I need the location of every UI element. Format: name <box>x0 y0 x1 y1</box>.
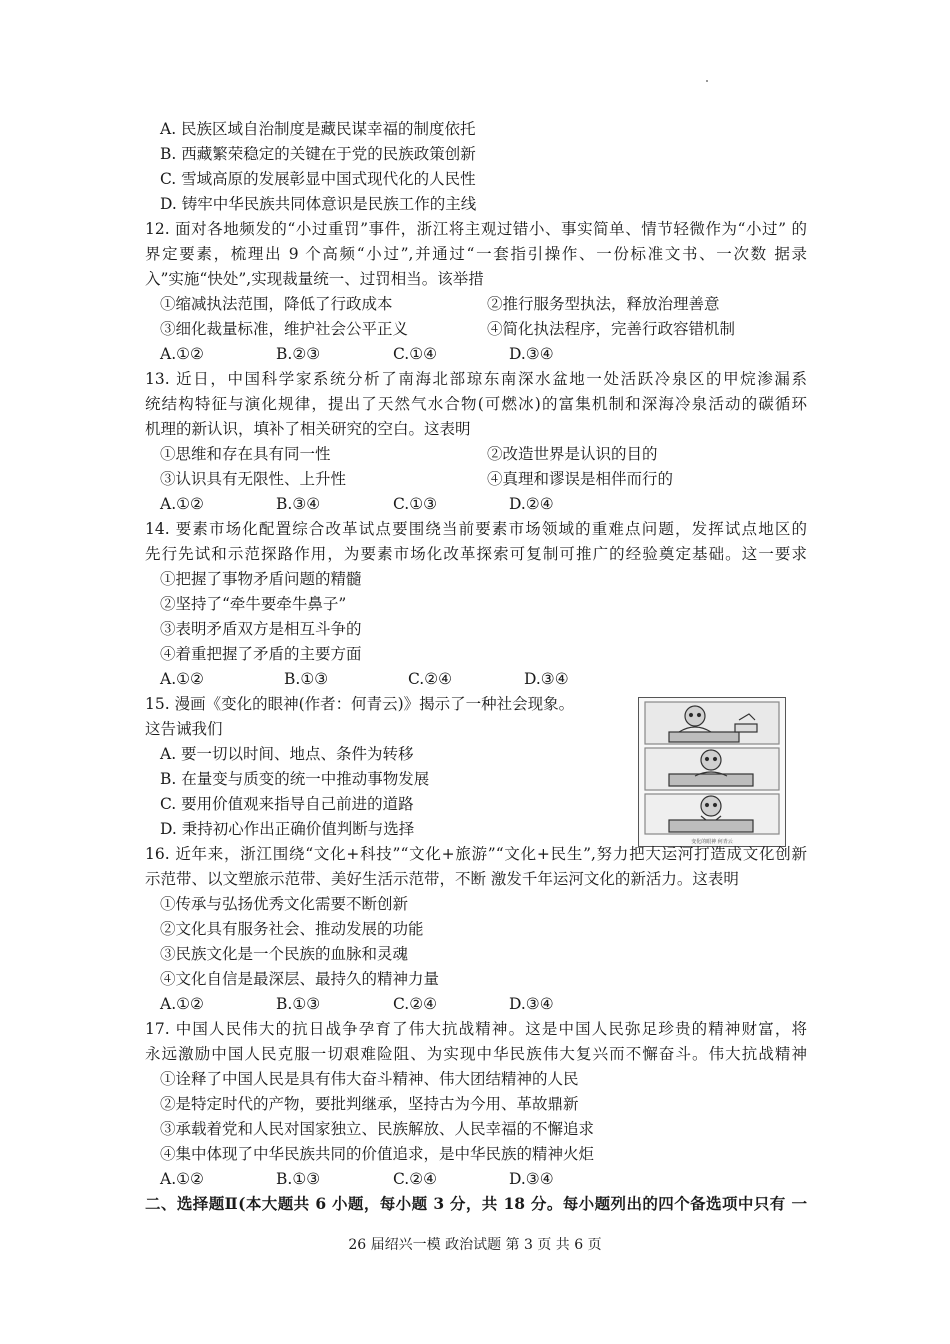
q14-item-1: ①把握了事物矛盾问题的精髓 <box>160 570 362 588</box>
q13-stem-line: 13. 近日，中国科学家系统分析了南海北部琼东南深水盆地一处活跃冷泉区的甲烷渗漏系 <box>145 370 807 388</box>
q12-item-1: ①缩减执法范围，降低了行政成本 <box>160 295 393 313</box>
q12-choice-c: C.①④ <box>393 345 438 363</box>
q16-choice-d: D.③④ <box>509 995 554 1013</box>
q16-stem-line: 16. 近年来，浙江围绕“文化+科技”“文化+旅游”“文化+民生”,努力把大运河打造成文化创新 <box>145 845 807 863</box>
q13-item-4: ④真理和谬误是相伴而行的 <box>487 470 674 488</box>
q12-item-3: ③细化裁量标准，维护社会公平正义 <box>160 320 409 338</box>
q12-choice-b: B.②③ <box>276 345 321 363</box>
cartoon-panel-bottom <box>645 794 779 834</box>
q12-stem-line: 入”实施“快处”,实现裁量统一、过罚相当。该举措 <box>145 270 484 288</box>
q16-item-1: ①传承与弘扬优秀文化需要不断创新 <box>160 895 409 913</box>
q17-item-3: ③承载着党和人民对国家独立、民族解放、人民幸福的不懈追求 <box>160 1120 595 1138</box>
q12-stem-line: 12. 面对各地频发的“小过重罚”事件，浙江将主观过错小、事实简单、情节轻微作为“小过” 的 <box>145 220 807 238</box>
q12-item-2: ②推行服务型执法，释放治理善意 <box>487 295 720 313</box>
q15-stem-line: 这告诫我们 <box>145 720 223 738</box>
q13-item-3: ③认识具有无限性、上升性 <box>160 470 347 488</box>
q14-choice-c: C.②④ <box>408 670 453 688</box>
q13-choice-c: C.①③ <box>393 495 438 513</box>
q11-option-d: D. 铸牢中华民族共同体意识是民族工作的主线 <box>160 195 477 213</box>
q17-stem-line: 17. 中国人民伟大的抗日战争孕育了伟大抗战精神。这是中国人民弥足珍贵的精神财富，将 <box>145 1020 807 1038</box>
q11-option-c: C. 雪域高原的发展彰显中国式现代化的人民性 <box>160 170 476 188</box>
q13-choice-b: B.③④ <box>276 495 321 513</box>
cartoon-panel-middle <box>645 748 779 790</box>
q13-item-1: ①思维和存在具有同一性 <box>160 445 331 463</box>
q16-choice-a: A.①② <box>160 995 204 1013</box>
q16-item-3: ③民族文化是一个民族的血脉和灵魂 <box>160 945 409 963</box>
q17-item-1: ①诠释了中国人民是具有伟大奋斗精神、伟大团结精神的人民 <box>160 1070 579 1088</box>
cartoon-panel-top <box>645 702 779 744</box>
q14-item-4: ④着重把握了矛盾的主要方面 <box>160 645 362 663</box>
q17-choice-d: D.③④ <box>509 1170 554 1188</box>
q15-option-b: B. 在量变与质变的统一中推动事物发展 <box>160 770 430 788</box>
q13-stem-line: 统结构特征与演化规律，提出了天然气水合物(可燃冰)的富集机制和深海冷泉活动的碳循环 <box>145 395 807 413</box>
q17-choice-c: C.②④ <box>393 1170 438 1188</box>
q12-choice-a: A.①② <box>160 345 204 363</box>
cartoon-drawing <box>639 698 785 846</box>
q14-choice-d: D.③④ <box>524 670 569 688</box>
q11-option-b: B. 西藏繁荣稳定的关键在于党的民族政策创新 <box>160 145 476 163</box>
q12-choice-d: D.③④ <box>509 345 554 363</box>
q12-stem-line: 界定要素，梳理出 9 个高频“小过”,并通过“一套指引操作、一份标准文书、一次数 据录 <box>145 245 807 263</box>
q15-stem-line: 15. 漫画《变化的眼神(作者：何青云)》揭示了一种社会现象。 <box>145 695 575 713</box>
q15-option-c: C. 要用价值观来指导自己前进的道路 <box>160 795 414 813</box>
q17-stem-line: 永远激励中国人民克服一切艰难险阻、为实现中华民族伟大复兴而不懈奋斗。伟大抗战精神 <box>145 1045 807 1063</box>
q14-stem-line: 先行先试和示范探路作用，为要素市场化改革探索可复制可推广的经验奠定基础。这一要求 <box>145 545 807 563</box>
cartoon-image <box>638 697 786 847</box>
q16-choice-b: B.①③ <box>276 995 321 1013</box>
q15-option-a: A. 要一切以时间、地点、条件为转移 <box>160 745 414 763</box>
q16-item-2: ②文化具有服务社会、推动发展的功能 <box>160 920 424 938</box>
scan-speck <box>706 80 708 82</box>
q15-option-d: D. 秉持初心作出正确价值判断与选择 <box>160 820 415 838</box>
q17-choice-b: B.①③ <box>276 1170 321 1188</box>
q14-choice-a: A.①② <box>160 670 204 688</box>
q14-choice-b: B.①③ <box>284 670 329 688</box>
q16-choice-c: C.②④ <box>393 995 438 1013</box>
q14-item-2: ②坚持了“牵牛要牵牛鼻子” <box>160 595 347 613</box>
q13-choice-d: D.②④ <box>509 495 554 513</box>
q17-choice-a: A.①② <box>160 1170 204 1188</box>
q13-item-2: ②改造世界是认识的目的 <box>487 445 658 463</box>
q12-item-4: ④简化执法程序，完善行政容错机制 <box>487 320 736 338</box>
q13-choice-a: A.①② <box>160 495 204 513</box>
q13-stem-line: 机理的新认识，填补了相关研究的空白。这表明 <box>145 420 471 438</box>
cartoon-caption: 变化的眼神 何青云 <box>691 839 733 845</box>
q16-item-4: ④文化自信是最深层、最持久的精神力量 <box>160 970 440 988</box>
page-footer: 26 届绍兴一模 政治试题 第 3 页 共 6 页 <box>348 1237 602 1253</box>
q11-option-a: A. 民族区域自治制度是藏民谋幸福的制度依托 <box>160 120 476 138</box>
q14-item-3: ③表明矛盾双方是相互斗争的 <box>160 620 362 638</box>
q17-item-2: ②是特定时代的产物，要批判继承，坚持古为今用、革故鼎新 <box>160 1095 579 1113</box>
section-2-heading: 二、选择题Ⅱ(本大题共 6 小题，每小题 3 分，共 18 分。每小题列出的四个备选项中只有 一 <box>145 1194 807 1213</box>
q17-item-4: ④集中体现了中华民族共同的价值追求，是中华民族的精神火炬 <box>160 1145 595 1163</box>
q16-stem-line: 示范带、以文塑旅示范带、美好生活示范带，不断 激发千年运河文化的新活力。这表明 <box>145 870 739 888</box>
q14-stem-line: 14. 要素市场化配置综合改革试点要围绕当前要素市场领域的重难点问题，发挥试点地区的 <box>145 520 807 538</box>
